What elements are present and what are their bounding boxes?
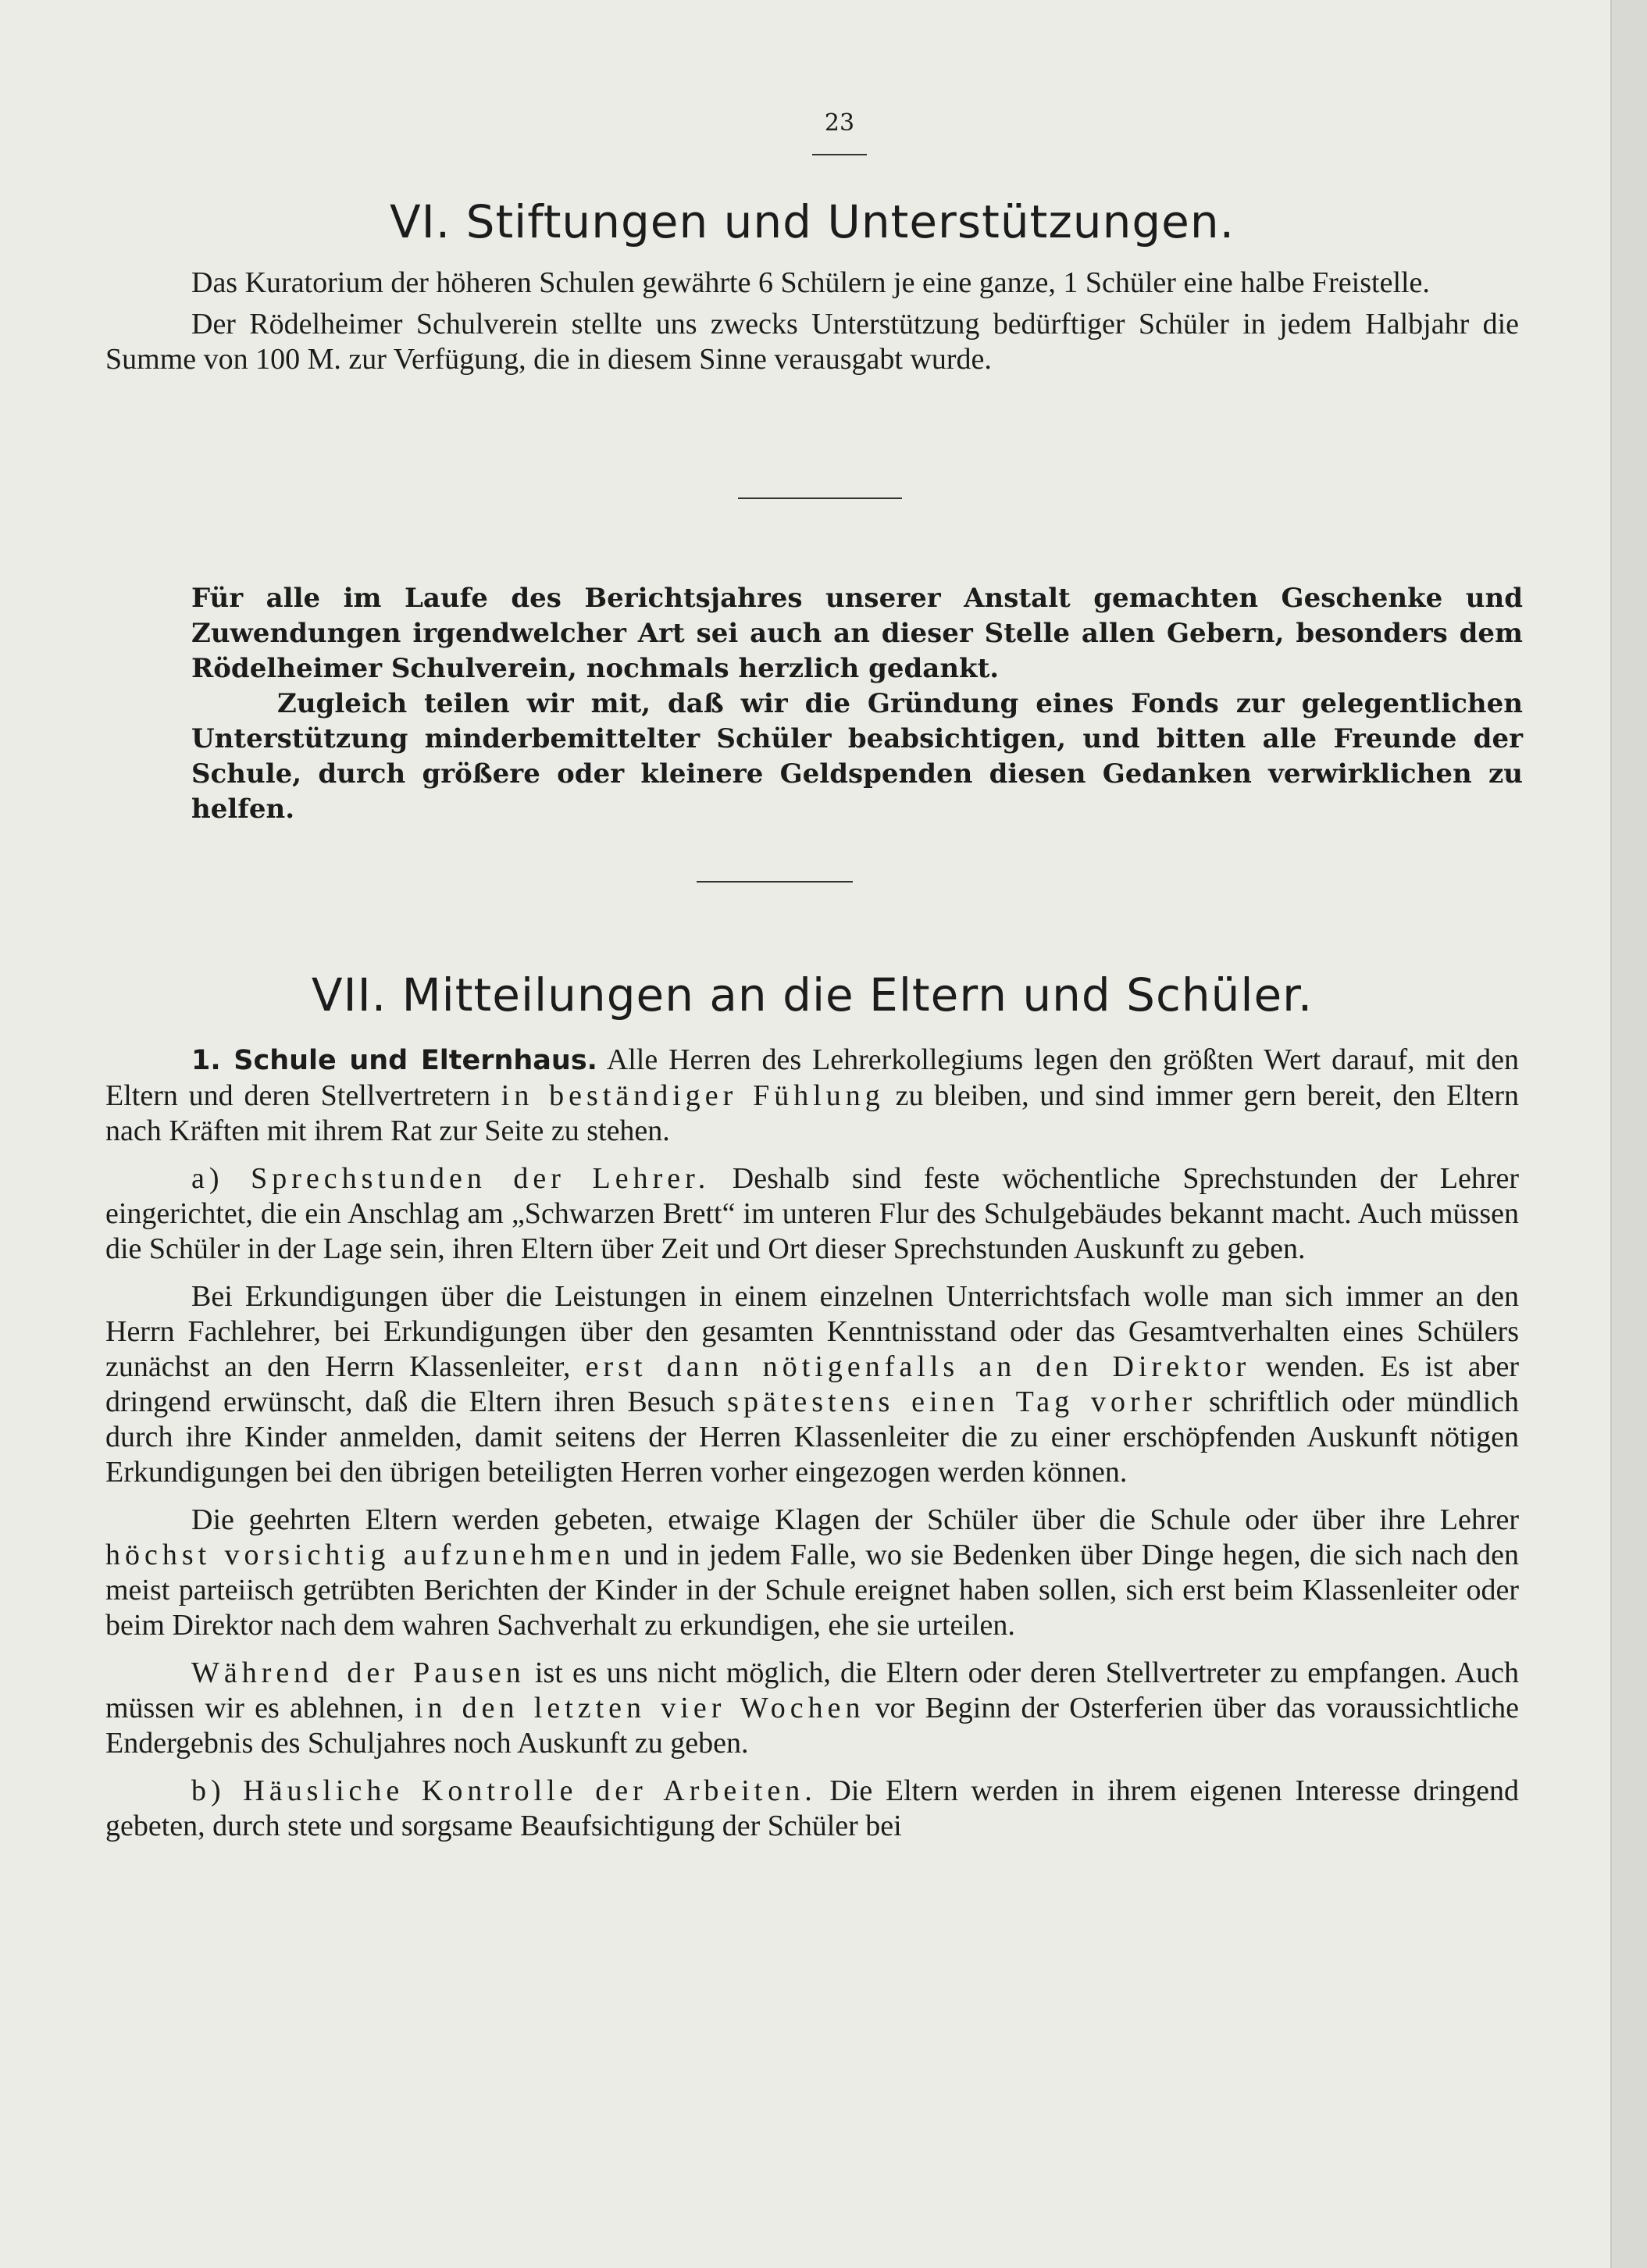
paragraph-erkundigungen (105, 1279, 1519, 1490)
paragraph-text: und in jedem Falle, wo sie Bedenken über Dinge hegen, die sich nach den meist parteiisch getrübten Berichten der Kinder in der Schule ereignet haben sollen, sich erst beim Klassenleiter oder beim Direktor nach dem wahren Sachverhalt zu erkundigen, ehe sie urteilen. (105, 1539, 1519, 1642)
paragraph-kontrolle (105, 1774, 1519, 1844)
section-vii-body (105, 1043, 1519, 1844)
emphasis-text: in den letzten vier Wochen (414, 1692, 865, 1724)
emphasis-text: höchst vorsichtig aufzunehmen (105, 1539, 615, 1571)
paragraph-sprechstunden (105, 1161, 1519, 1267)
paragraph-text: Deshalb sind feste wöchentliche Sprechstunden der Lehrer eingerichtet, die ein Anschlag am „Schwarzen Brett“ im unteren Flur des Schulgebäudes bekannt macht. Auch müssen die Schüler in der Lage sein, ihren Eltern über Zeit und Ort dieser Sprechstunden Auskunft zu geben. (105, 1162, 1520, 1265)
page-edge (1612, 0, 1647, 2268)
paragraph-lead: a) Sprechstunden der Lehrer. (191, 1162, 711, 1195)
emphasis-text: spätestens einen Tag vorher (727, 1385, 1197, 1418)
page-number: 23 (824, 109, 855, 137)
paragraph-schule-elternhaus (105, 1043, 1519, 1149)
paragraph-pausen (105, 1656, 1519, 1761)
page-number-rule (812, 154, 867, 155)
emphasis-text: erst dann nötigenfalls an den Direktor (585, 1350, 1251, 1383)
paragraph-text: ist es uns nicht möglich, die Eltern oder deren Stellvertreter zu empfangen. Auch müssen wir es ablehnen, (105, 1656, 1519, 1724)
paragraph-schulverein: Der Rödelheimer Schulverein stellte uns zwecks Unterstützung bedürftiger Schüler in jedem Halbjahr die Summe von 100 M. zur Verfügung, die in diesem Sinne verausgabt wurde. (105, 308, 1519, 376)
paragraph-text: schriftlich oder mündlich durch ihre Kinder anmelden, damit seitens der Herren Klassenleiter die zu einer erschöpfenden Auskunft nötigen Erkundigungen bei den übrigen beteiligten Herren vorher eingezogen werden können. (105, 1385, 1520, 1489)
section-vi-body (105, 266, 1519, 377)
emphasis-text: in beständiger Fühlung (501, 1079, 885, 1112)
paragraph-text: Bei Erkundigungen über die Leistungen in einem einzelnen Unterrichtsfach wolle man sich immer an den Herrn Fachlehrer, bei Erkundigungen über den gesamten Kenntnisstand oder das Gesamtverhalten eines Schülers zunächst an den Herrn Klassenleiter, (105, 1280, 1519, 1383)
section-vii-heading: VII. Mitteilungen an die Eltern und Schüler. (311, 968, 1314, 1022)
paragraph-text: wenden. Es ist aber dringend erwünscht, daß die Eltern ihren Besuch (105, 1350, 1520, 1418)
paragraph-kuratorium: Das Kuratorium der höheren Schulen gewährte 6 Schülern je eine ganze, 1 Schüler eine halbe Freistelle. (191, 266, 1430, 299)
paragraph-klagen (105, 1503, 1519, 1643)
notice-fund: Zugleich teilen wir mit, daß wir die Gründung eines Fonds zur gelegentlichen Unterstützung minderbemittelter Schüler beabsichtigen, und bitten alle Freunde der Schule, durch größere oder kleinere Geldspenden diesen Gedanken verwirklichen zu helfen. (191, 688, 1523, 825)
paragraph-text: vor Beginn der Osterferien über das voraussichtliche Endergebnis des Schuljahres noch Auskunft zu geben. (105, 1692, 1520, 1760)
paragraph-lead: b) Häusliche Kontrolle der Arbeiten. (191, 1774, 817, 1807)
emphasis-text: Während der Pausen (191, 1656, 526, 1689)
paragraph-text: Die Eltern werden in ihrem eigenen Interesse dringend gebeten, durch stete und sorgsame Beaufsichtigung der Schüler bei (105, 1774, 1519, 1842)
thanks-notice (191, 581, 1523, 827)
paragraph-text: Alle Herren des Lehrerkollegiums legen den größten Wert darauf, mit den Eltern und deren Stellvertretern (105, 1043, 1519, 1112)
section-vi-heading: VI. Stiftungen und Unterstützungen. (389, 195, 1235, 248)
section-divider-2 (697, 881, 853, 883)
paragraph-text: zu bleiben, und sind immer gern bereit, den Eltern nach Kräften mit ihrem Rat zur Seite zu stehen. (105, 1079, 1520, 1147)
paragraph-text: Die geehrten Eltern werden gebeten, etwaige Klagen der Schüler über die Schule oder über ihre Lehrer (191, 1503, 1519, 1536)
section-divider (738, 497, 902, 499)
paragraph-lead: 1. Schule und Elternhaus. (191, 1045, 597, 1076)
notice-thanks: Für alle im Laufe des Berichtsjahres unserer Anstalt gemachten Geschenke und Zuwendungen irgendwelcher Art sei auch an dieser Stelle allen Gebern, besonders dem Rödelheimer Schulverein, nochmals herzlich gedankt. (191, 583, 1523, 684)
